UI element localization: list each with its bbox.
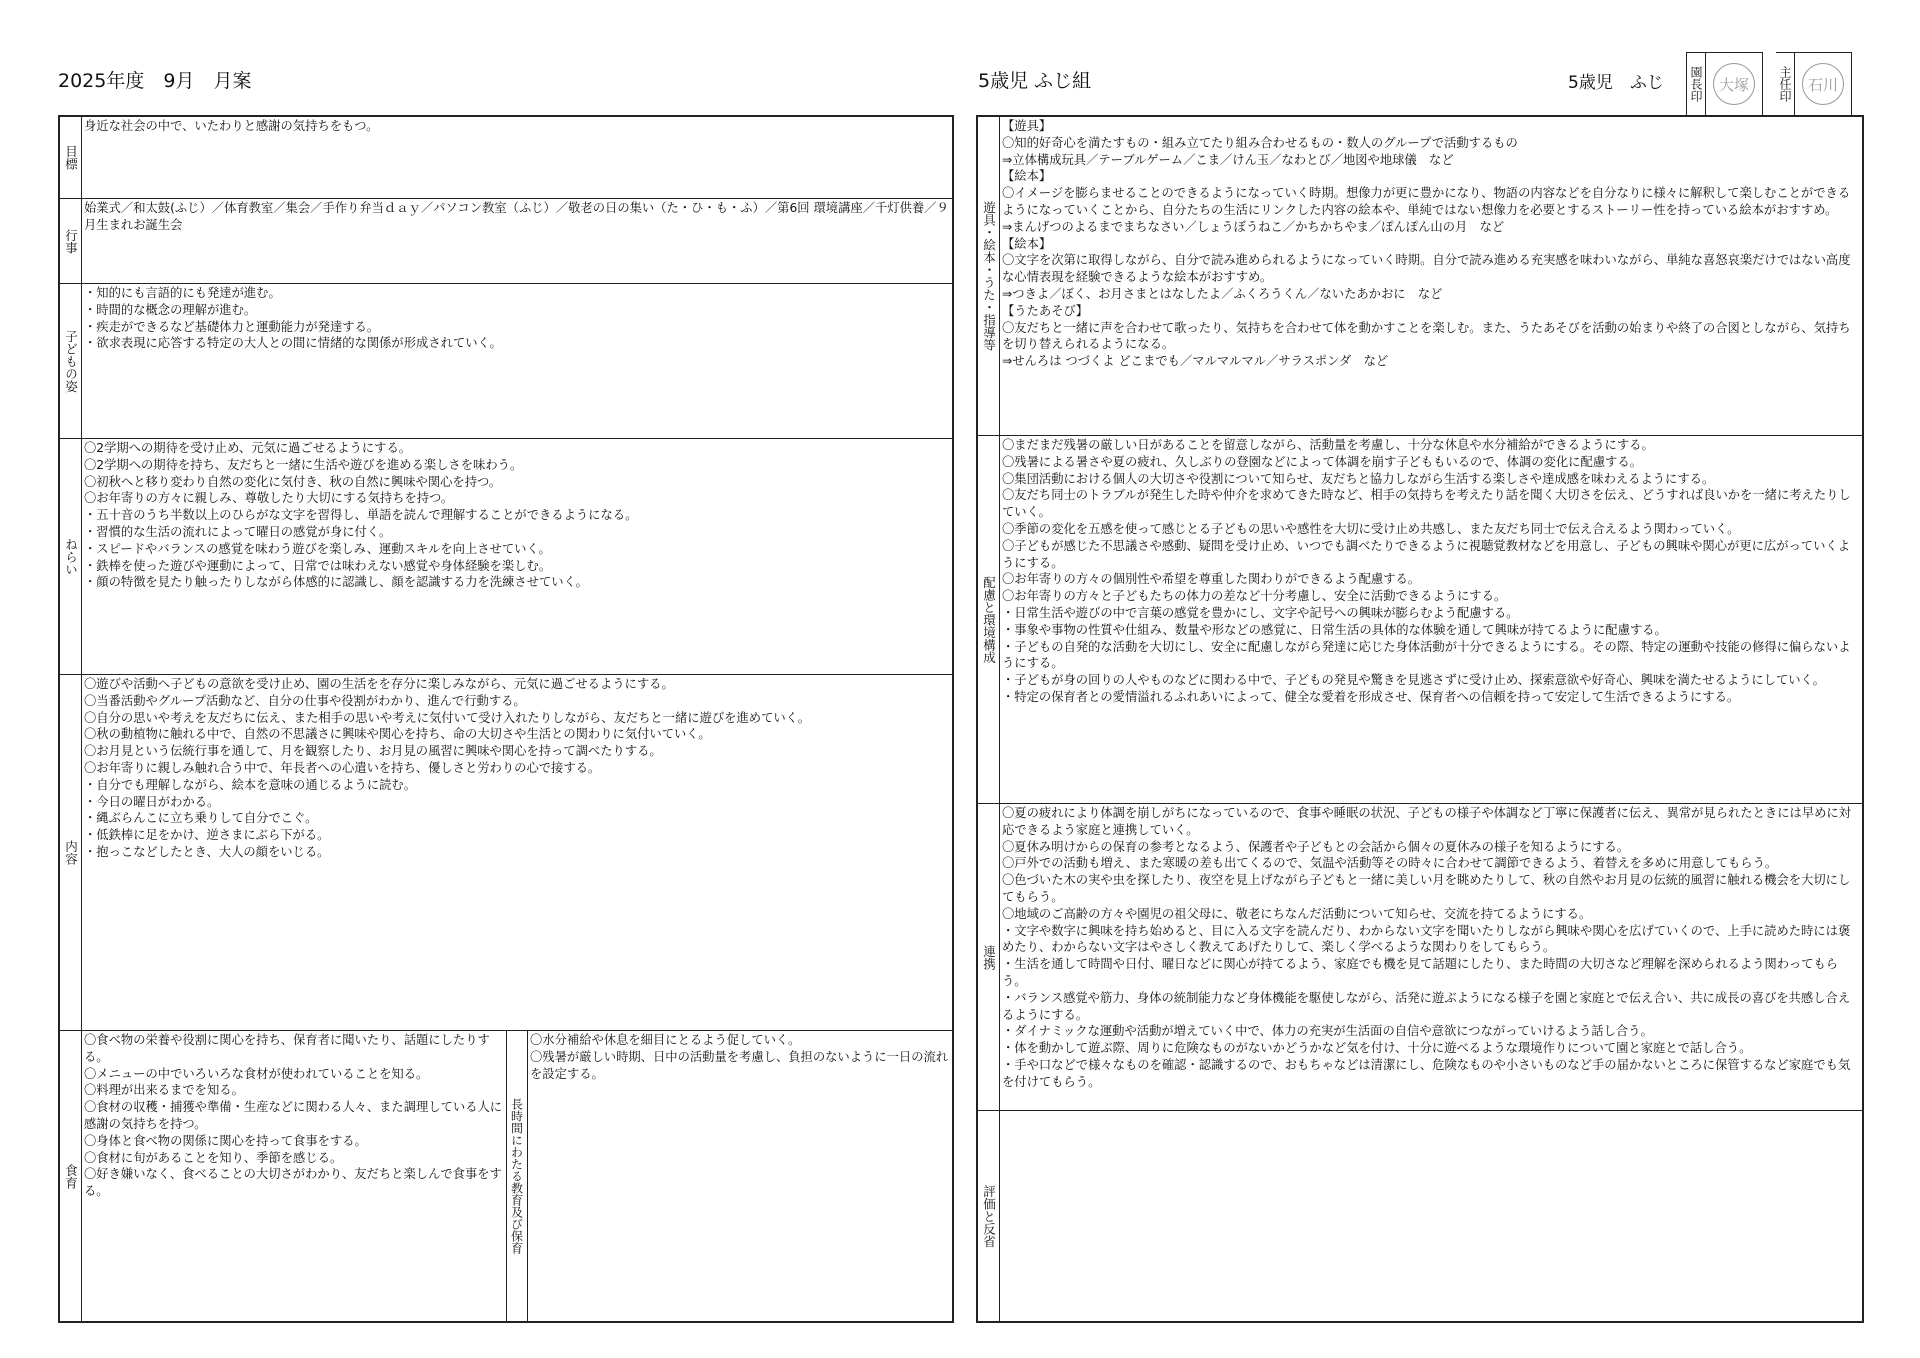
principal-stamp-box xyxy=(1686,52,1763,116)
longcare-label: 長時間にわたる教育及び保育 xyxy=(509,1098,524,1254)
text-line: 〇水分補給や休息を細目にとるよう促していく。 xyxy=(530,1033,801,1047)
text-line: 〇お年寄りの方々と子どもたちの体力の差など十分考慮し、安全に活動できるようにする。 xyxy=(1002,589,1507,604)
goal-label: 目標 xyxy=(63,145,79,170)
class-name: 5歳児 ふじ組 xyxy=(978,70,1092,92)
text-line: ・文字や数字に興味を持ち始めると、目に入る文字を読んだり、わからない文字を聞いたりしながら興味や関心を広げていくので、上手に読めた時には褒めたり、わからない文字はやさしく教えてあげたりして、楽しく学べるような関わりをしてもらう。 xyxy=(1002,923,1851,955)
principal-seal: 大塚 xyxy=(1713,63,1755,105)
chief-seal: 石川 xyxy=(1802,63,1844,105)
text-line: ⇒まんげつのよるまでまちなさい／しょうぼうねこ／かちかちやま／ぽんぽん山の月 など xyxy=(1002,219,1505,234)
text-line: 〇2学期への期待を受け止め、元気に過ごせるようにする。 xyxy=(84,441,412,455)
text-line: ・バランス感覚や筋力、身体の統制能力など身体機能を駆使しながら、活発に遊ぶようになる様子を園と家庭とで伝え合い、共に成長の喜びを共感し合えるようにする。 xyxy=(1002,990,1851,1022)
text-line: ・体を動かして遊ぶ際、周りに危険なものがないかどうかなど気を付け、十分に遊べるような環境作りについて園と家庭とで話し合う。 xyxy=(1002,1041,1752,1056)
text-line: ・子どもが身の回りの人やものなどに関わる中で、子どもの発見や驚きを見逃さずに受け止め、探索意欲や好奇心、興味を満たせるようにしていく。 xyxy=(1002,673,1825,688)
text-line: 【遊具】 xyxy=(1002,119,1052,133)
text-line: 〇友だちと一緒に声を合わせて歌ったり、気持ちを合わせて体を動かすことを楽しむ。また、うたあそびを活動の始まりや終了の合図としながら、気持ちを切り替えられるようになる。 xyxy=(1002,320,1851,352)
env-label: 配慮と環境構成 xyxy=(981,575,997,664)
contents-content xyxy=(84,676,950,1030)
text-line: 〇まだまだ残暑の厳しい日があることを留意しながら、活動量を考慮し、十分な休息や水分補給ができるようにする。 xyxy=(1002,438,1654,452)
text-line: ・スピードやバランスの感覚を味わう遊びを楽しみ、運動スキルを向上させていく。 xyxy=(84,541,551,556)
text-line: 〇お月見という伝統行事を通して、月を観察したり、お月見の風習に興味や関心を持って調べたりする。 xyxy=(84,744,662,759)
text-line: 〇残暑による暑さや夏の疲れ、久しぶりの登園などによって体調を崩す子どももいるので、体調の変化に配慮する。 xyxy=(1002,454,1642,469)
principal-stamp-label: 園長印 xyxy=(1687,53,1706,115)
text-line: ・五十音のうち半数以上のひらがな文字を習得し、単語を読んで理解することができるようになる。 xyxy=(84,508,638,523)
aims-row xyxy=(60,438,952,674)
text-line: 〇夏休み明けからの保育の参考となるよう、保護者や子どもとの会話から個々の夏休みの様子を知るようにする。 xyxy=(1002,839,1630,854)
review-label: 評価と反省 xyxy=(981,1184,997,1248)
text-line: 〇メニューの中でいろいろな食材が使われていることを知る。 xyxy=(84,1066,429,1081)
review-content xyxy=(1002,1112,1860,1321)
food-row xyxy=(60,1030,952,1321)
text-line: 〇残暑が厳しい時期、日中の活動量を考慮し、負担のないように一日の流れを設定する。 xyxy=(530,1049,949,1081)
text-line: 身近な社会の中で、いたわりと感謝の気持ちをもつ。 xyxy=(84,119,379,133)
text-line: 【絵本】 xyxy=(1002,236,1052,251)
text-line: 〇地域のご高齢の方々や園児の祖父母に、敬老にちなんだ活動について知らせ、交流を持てるようにする。 xyxy=(1002,906,1592,921)
text-line: ・顔の特徴を見たり触ったりしながら体感的に認識し、顔を認識する力を洗練させていく。 xyxy=(84,575,588,590)
text-line: 〇集団活動における個人の大切さや役割について知らせ、友だちと協力しながら生活する楽しさや達成感を味わえるようにする。 xyxy=(1002,471,1715,486)
text-line: ・子どもの自発的な活動を大切にし、安全に配慮しながら発達に応じた身体活動が十分できるようにする。その際、特定の運動や技能の修得に偏らないようにする。 xyxy=(1002,639,1851,671)
text-line: ・鉄棒を使った遊びや運動によって、日常では味わえない感覚や身体経験を楽しむ。 xyxy=(84,558,552,573)
text-line: ⇒立体構成玩具／テーブルゲーム／こま／けん玉／なわとび／地図や地球儀 など xyxy=(1002,152,1454,167)
text-line: ・日常生活や遊びの中で言葉の感覚を豊かにし、文字や記号への興味が膨らむよう配慮する。 xyxy=(1002,605,1519,620)
text-line: 〇イメージを膨らませることのできるようになっていく時期。想像力が更に豊かになり、物語の内容などを自分なりに様々に解釈して楽しむことができるようになっていくことから、自分たちの生活にリンクした内容の絵本や、単純ではない想像力を必要とするストーリー性を持っている絵本がおすすめ。 xyxy=(1002,186,1851,217)
link-label: 連携 xyxy=(981,944,997,970)
text-line: 〇2学期への期待を持ち、友だちと一緒に生活や遊びを進める楽しさを味わう。 xyxy=(84,457,523,472)
text-line: ⇒つきよ／ぼく、お月さまとはなしたよ／ふくろうくん／ないたあかおに など xyxy=(1002,286,1443,301)
text-line: 〇季節の変化を五感を使って感じとる子どもの思いや感性を大切に受け止め共感し、また友だち同士で伝え合えるよう関わっていく。 xyxy=(1002,521,1740,536)
chief-stamp-box xyxy=(1776,52,1852,116)
text-line: 〇自分の思いや考えを友だちに伝え、また相手の思いや考えに気付いて受け入れたりしながら、友だちと一緒に遊びを進めていく。 xyxy=(84,710,811,725)
text-line: 〇秋の動植物に触れる中で、自然の不思議さに興味や関心を持ち、命の大切さや生活との関わりに気付いていく。 xyxy=(84,727,711,742)
aims-content xyxy=(84,440,950,674)
text-line: ・欲求表現に応答する特定の大人との間に情緒的な関係が形成されていく。 xyxy=(84,336,502,351)
text-line: ・今日の曜日がわかる。 xyxy=(84,794,220,809)
text-line: 〇友だち同士のトラブルが発生した時や仲介を求めてきた時など、相手の気持ちを考えたり話を聞く大切さを伝え、どうすれば良いかを一緒に考えたりしていく。 xyxy=(1002,488,1851,520)
env-content xyxy=(1002,437,1860,803)
right-panel xyxy=(976,115,1864,1323)
document-title: 2025年度 9月 月案 xyxy=(58,70,252,92)
children-label: 子どもの姿 xyxy=(63,329,79,393)
children-row xyxy=(60,283,952,438)
contents-label: 内容 xyxy=(63,840,79,865)
contents-row xyxy=(60,674,952,1030)
text-line: 〇当番活動やグループ活動など、自分の仕事や役割がわかり、進んで行動する。 xyxy=(84,693,526,708)
link-content xyxy=(1002,805,1860,1110)
events-row xyxy=(60,198,952,283)
left-panel xyxy=(58,115,954,1323)
text-line: 始業式／和太鼓(ふじ）／体育教室／集会／手作り弁当ｄａｙ／パソコン教室（ふじ）／敬老の日の集い（た・ひ・も・ふ）／第6回 環境講座／千灯供養／９月生まれお誕生会 xyxy=(84,201,949,232)
text-line: ・事象や事物の性質や仕組み、数量や形などの感覚に、日常生活の具体的な体験を通して興味が持てるように配慮する。 xyxy=(1002,622,1667,637)
text-line: 〇食べ物の栄養や役割に関心を持ち、保育者に聞いたり、話題にしたりする。 xyxy=(84,1033,490,1064)
text-line: 〇子どもが感じた不思議さや感動、疑問を受け止め、いつでも調べたりできるように視聴覚教材などを用意し、子どもの興味や関心が更に広がっていくようにする。 xyxy=(1002,538,1850,570)
text-line: 〇料理が出来るまでを知る。 xyxy=(84,1083,244,1098)
food-label: 食育 xyxy=(63,1163,79,1189)
text-line: 〇お年寄りに親しみ触れ合う中で、年長者への心遣いを持ち、優しさと労わりの心で接する。 xyxy=(84,760,601,775)
text-line: 〇夏の疲れにより体調を崩しがちになっているので、食事や睡眠の状況、子どもの様子や体調など丁寧に保護者に伝え、異常が見られたときには早めに対応できるよう家庭と連携していく。 xyxy=(1002,806,1851,837)
text-line: 〇知的好奇心を満たすもの・組み立てたり組み合わせるもの・数人のグループで活動するもの xyxy=(1002,135,1518,150)
text-line: 〇戸外での活動も増え、また寒暖の差も出てくるので、気温や活動等その時々に合わせて調節できるよう、着替えを多めに用意してもらう。 xyxy=(1002,856,1778,871)
aims-label: ねらい xyxy=(63,537,79,576)
children-content xyxy=(84,285,950,438)
text-line: 〇身体と食べ物の関係に関心を持って食事をする。 xyxy=(84,1133,367,1148)
text-line: ・生活を通して時間や日付、曜日などに関心が持てるよう、家庭でも機を見て話題にしたり、また時間の大切さなど理解を深められるよう関わってもらう。 xyxy=(1002,957,1839,988)
goal-row xyxy=(60,117,952,198)
text-line: 〇遊びや活動へ子どもの意欲を受け止め、園の生活をを存分に楽しみながら、元気に過ごせるようにする。 xyxy=(84,677,674,691)
play-row xyxy=(978,117,1862,435)
text-line: 〇初秋へと移り変わり自然の変化に気付き、秋の自然に興味や関心を持つ。 xyxy=(84,474,502,489)
text-line: ・知的にも言語的にも発達が進む。 xyxy=(84,286,281,300)
text-line: ・抱っこなどしたとき、大人の顔をいじる。 xyxy=(84,844,330,859)
events-label: 行事 xyxy=(63,228,79,254)
text-line: 〇好き嫌いなく、食べることの大切さがわかり、友だちと楽しんで食事をする。 xyxy=(84,1167,502,1199)
text-line: 【うたあそび】 xyxy=(1002,303,1089,318)
longcare-content xyxy=(530,1032,950,1321)
text-line: 【絵本】 xyxy=(1002,169,1052,184)
text-line: 〇食材の収穫・捕獲や準備・生産などに関わる人々、また調理している人に感謝の気持ちを持つ。 xyxy=(84,1100,503,1131)
text-line: ・疾走ができるなど基礎体力と運動能力が発達する。 xyxy=(84,319,380,334)
text-line: ・習慣的な生活の流れによって曜日の感覚が身に付く。 xyxy=(84,524,392,539)
food-content xyxy=(84,1032,504,1321)
play-content xyxy=(1002,118,1860,435)
env-row xyxy=(978,435,1862,803)
text-line: ⇒せんろは つづくよ どこまでも／マルマルマル／サラスポンダ など xyxy=(1002,354,1389,369)
text-line: ・時間的な概念の理解が進む。 xyxy=(84,302,257,317)
text-line: ・縄ぶらんこに立ち乗りして自分でこぐ。 xyxy=(84,811,318,826)
chief-stamp-label: 主任印 xyxy=(1776,53,1795,115)
text-line: ・自分でも理解しながら、絵本を意味の通じるように読む。 xyxy=(84,777,417,792)
link-row xyxy=(978,803,1862,1110)
text-line: ・特定の保育者との愛情溢れるふれあいによって、健全な愛着を形成させ、保育者への信頼を持って安定して生活できるようにする。 xyxy=(1002,689,1740,704)
review-row xyxy=(978,1110,1862,1321)
text-line: ・ダイナミックな運動や活動が増えていく中で、体力の充実が生活面の自信や意欲につながっていけるよう話し合う。 xyxy=(1002,1024,1653,1039)
text-line: 〇色づいた木の実や虫を探したり、夜空を見上げながら子どもと一緒に美しい月を眺めたりして、秋の自然やお月見の伝統的風習に触れる機会を大切にしてもらう。 xyxy=(1002,873,1851,904)
play-label: 遊具・絵本・うた・指導等 xyxy=(981,201,997,351)
goal-content xyxy=(84,118,950,198)
text-line: 〇お年寄りの方々の個別性や希望を尊重した関わりができるよう配慮する。 xyxy=(1002,572,1421,587)
text-line: 〇食材に旬があることを知り、季節を感じる。 xyxy=(84,1150,343,1165)
class-short: 5歳児 ふじ xyxy=(1568,73,1664,93)
text-line: ・低鉄棒に足をかけ、逆さまにぶら下がる。 xyxy=(84,828,330,843)
text-line: ・手や口などで様々なものを確認・認識するので、おもちゃなどは清潔にし、危険なものや小さいものなど手の届かないところに保管するなど家庭でも気を付けてもらう。 xyxy=(1002,1057,1851,1089)
events-content xyxy=(84,200,950,283)
text-line: 〇お年寄りの方々に親しみ、尊敬したり大切にする気持ちを持つ。 xyxy=(84,491,454,506)
text-line: 〇文字を次第に取得しながら、自分で読み進められるようになっていく時期。自分で読み進める充実感を味わいながら、単純な喜怒哀楽だけではない高度な心情表現を経験できるような絵本がおすすめ。 xyxy=(1002,253,1851,285)
